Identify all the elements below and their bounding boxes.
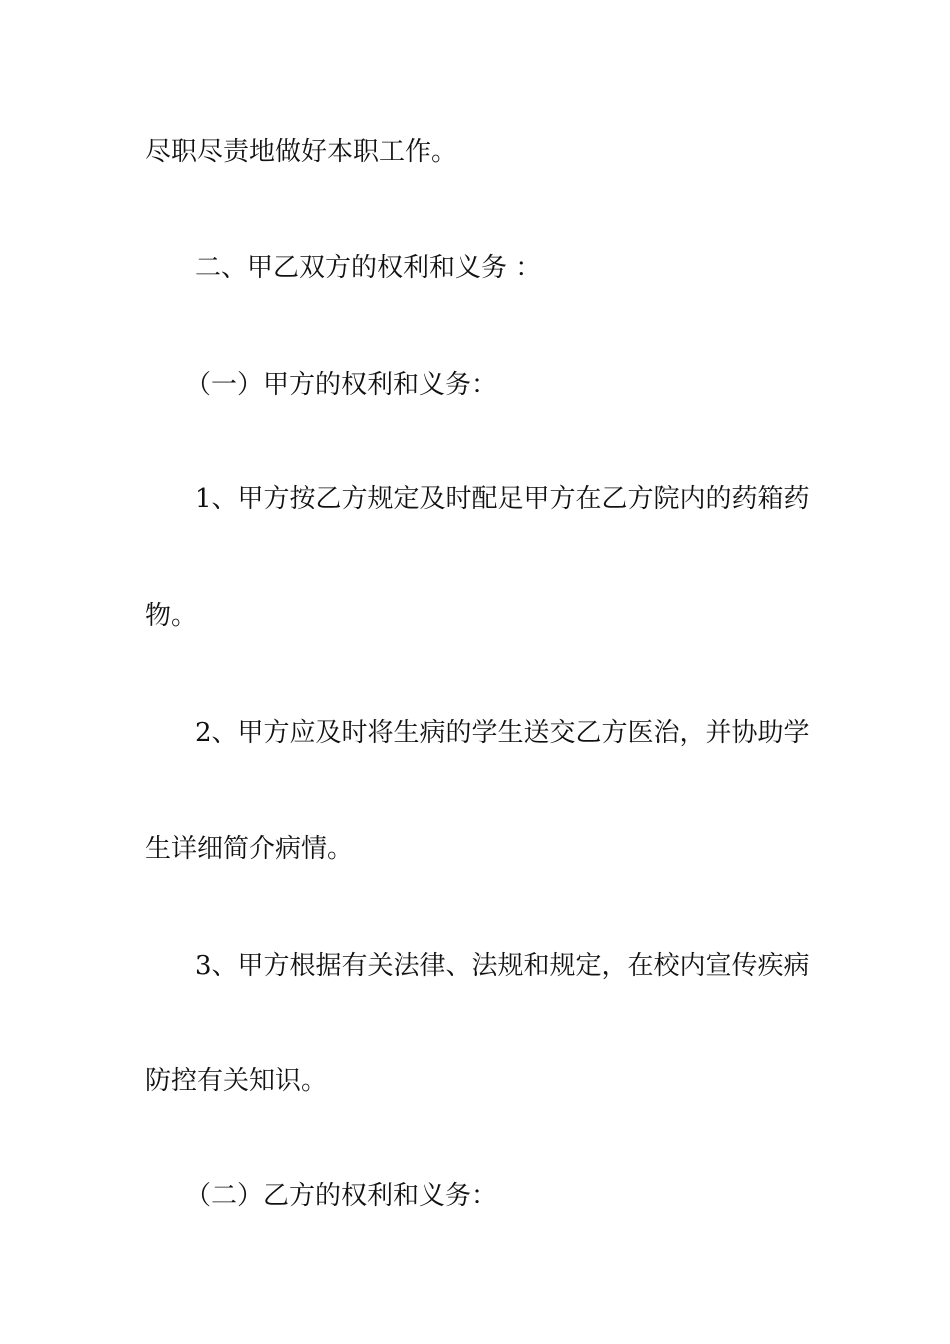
paragraph-line: 尽职尽责地做好本职工作。 — [145, 137, 458, 167]
subsection-heading: （一）甲方的权利和义务： — [185, 370, 498, 400]
list-item-line: 2、甲方应及时将生病的学生送交乙方医治，并协助学 — [195, 718, 810, 748]
list-item-line: 1、甲方按乙方规定及时配足甲方在乙方院内的药箱药 — [195, 484, 810, 514]
list-item-continuation: 生详细简介病情。 — [145, 834, 354, 864]
list-item-continuation: 防控有关知识。 — [145, 1066, 328, 1096]
subsection-heading: （二）乙方的权利和义务： — [185, 1181, 498, 1211]
list-item-continuation: 物。 — [145, 601, 198, 631]
list-item-line: 3、甲方根据有关法律、法规和规定，在校内宣传疾病 — [195, 951, 810, 981]
section-heading: 二、甲乙双方的权利和义务 ： — [195, 253, 542, 283]
